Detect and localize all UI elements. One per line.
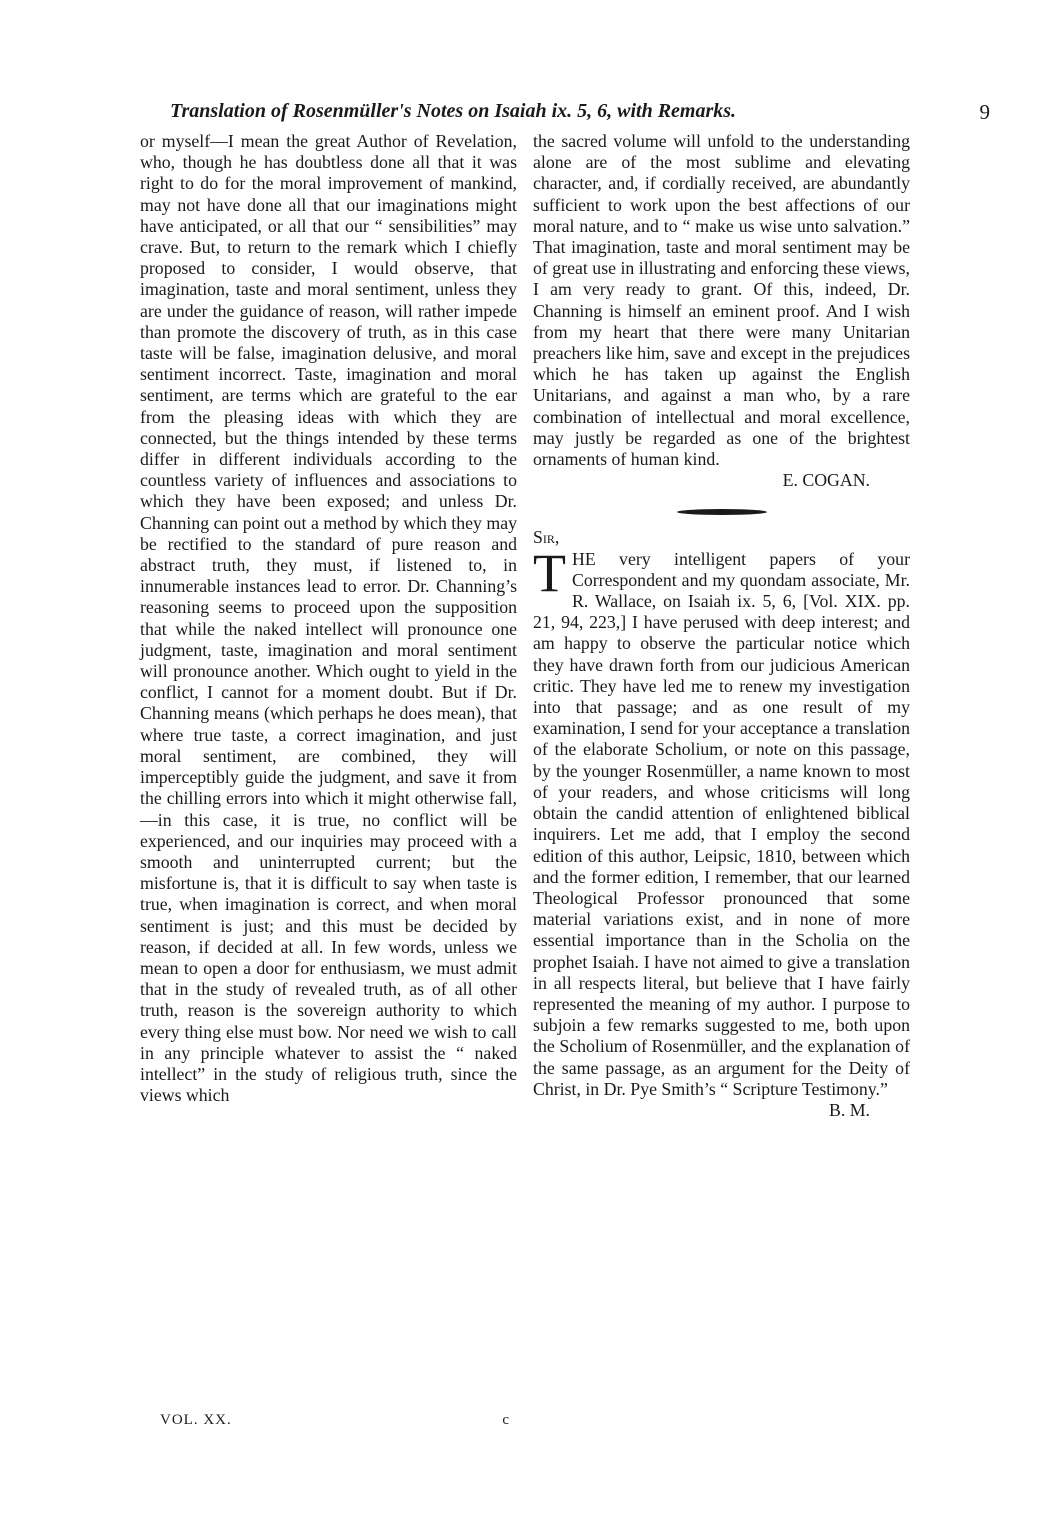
signature-mark: c: [502, 1412, 510, 1428]
running-head: [170, 100, 990, 123]
section-divider: [677, 509, 767, 515]
left-column: [140, 131, 517, 1106]
right-column: [533, 131, 910, 1121]
page-footer: [160, 1412, 510, 1429]
letter-body: [533, 542, 910, 1100]
page-number: 9: [979, 100, 990, 124]
right-column-continuation: the sacred volume will unfold to the understanding alone are of the most sublime and elevating character, and, if cordially received, are abundantly sufficient to work upon the best affections of our moral nature, and to “ make us wise unto salvation.” That imagination, taste and moral sentiment may be of great use in illustrating and enforcing these views, I am very ready to grant. Of this, indeed, Dr. Channing is himself an eminent proof. And I wish from my heart that there were many Unitarian preachers like him, save and except in the prejudices which he has taken up against the English Unitarians, and against a man who, by a rare combination of intellectual and moral excellence, may justly be regarded as one of the brightest ornaments of human kind.: [533, 131, 910, 470]
signature-bm: B. M.: [828, 1099, 870, 1120]
running-title: Translation of Rosenmüller's Notes on Isaiah ix. 5, 6, with Remarks.: [170, 100, 737, 122]
letter-text: HE very intelligent papers of your Correspondent and my quondam associate, Mr. R. Wallace, on Isaiah ix. 5, 6, [Vol. XIX. pp. 21, 94, 223,] I have perused with deep interest; and am happy to observe the particular notice which they have drawn forth from our judicious American critic. They have led me to renew my investigation into that passage; and as one result of my examination, I send for your acceptance a translation of the elaborate Scholium, or note on this passage, by the younger Rosenmüller, a name known to most of your readers, and whose criticisms will long obtain the candid attention of enlightened biblical inquirers. Let me add, that I employ the second edition of this author, Leipsic, 1810, between which and the former edition, I remember, that our learned Theological Professor pronounced that some material variations exist, and in none of more essential importance than in the Scholia on the prophet Isaiah. I have not aimed to give a translation in all respects literal, but believe that I have fairly represented the meaning of my author. I purpose to subjoin a few remarks suggested to me, both upon the Scholium of Rosenmüller, and the explanation of the same passage, as an argument for the Deity of Christ, in Dr. Pye Smith’s “ Scripture Testimony.”: [533, 548, 910, 1099]
volume-label: VOL. XX.: [160, 1412, 232, 1428]
signature-cogan: E. COGAN.: [782, 470, 870, 491]
left-column-text: or myself—I mean the great Author of Revelation, who, though he has doubtless done all that it was right to do for the moral improvement of mankind, may not have done all that our imaginations might have anticipated, or all that our “ sensibilities” may crave. But, to return to the remark which I chiefly proposed to consider, I would observe, that imagination, taste and moral sentiment, unless they are under the guidance of reason, will rather impede than promote the discovery of truth, as in this case taste will be false, imagination delusive, and moral sentiment incorrect. Taste, imagination and moral sentiment, are terms which are grateful to the ear from the pleasing ideas with which they are connected, but the things intended by these terms differ in different individuals according to the countless variety of influences and associations to which they have been exposed; and unless Dr. Channing can point out a method by which they may be rectified to the standard of pure reason and abstract truth, they must, if listened to, in innumerable instances lead to error. Dr. Channing’s reasoning seems to proceed upon the supposition that while the naked intellect will pronounce one judgment, taste, imagination and moral sentiment will pronounce another. Which ought to yield in the conflict, I cannot for a moment doubt. But if Dr. Channing means (which perhaps he does mean), that where true taste, a correct imagination, and just moral sentiment, are combined, they will imperceptibly guide the judgment, and save it from the chilling errors into which it might otherwise fall,—in this case, it is true, no conflict will be experienced, and our inquiries may proceed with a smooth and uninterrupted current; but the misfortune is, that it is difficult to say when taste is true, when imagination is correct, and when moral sentiment is just; and this must be decided by reason, if decided at all. In few words, unless we mean to open a door for enthusiasm, we must admit that in the study of revealed truth, as of all other truth, reason is the sovereign authority to which every thing else must bow. Nor need we wish to call in any principle whatever to assist the “ naked intellect” in the study of religious truth, since the views which: [140, 131, 517, 1106]
drop-cap: T: [533, 542, 566, 603]
letter-salutation: Sir,: [533, 527, 560, 548]
